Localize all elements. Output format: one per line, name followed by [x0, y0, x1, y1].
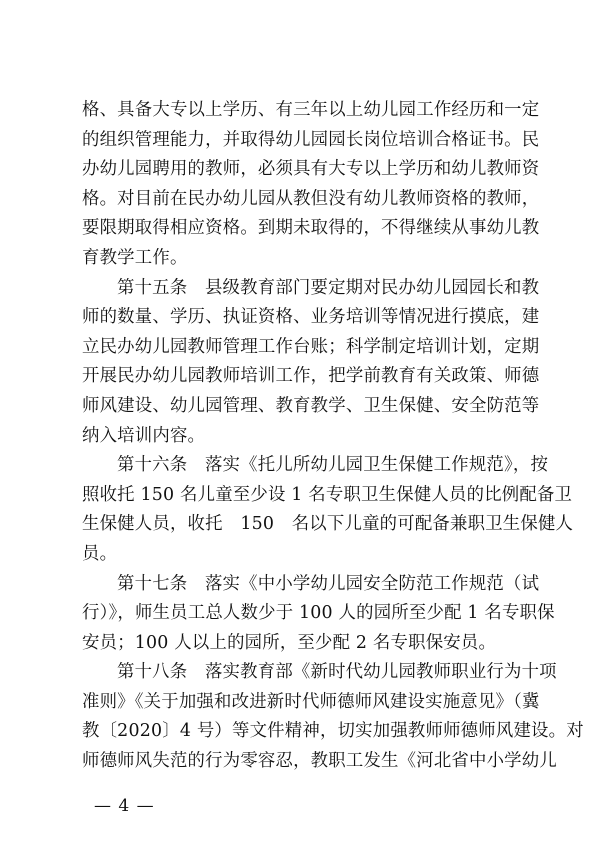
- text-line: 师德师风失范的行为零容忍，教职工发生《河北省中小学幼儿: [82, 751, 557, 772]
- text-line: 照收托 150 名儿童至少设 1 名专职卫生保健人员的比例配备卫: [82, 484, 573, 505]
- text-line: 要限期取得相应资格。到期未取得的，不得继续从事幼儿教: [82, 218, 540, 239]
- text-line: 立民办幼儿园教师管理工作台账；科学制定培训计划，定期: [82, 336, 540, 357]
- text-line: 行）》，师生员工总人数少于 100 人的园所至少配 1 名专职保: [82, 603, 555, 624]
- text-line: 师的数量、学历、执证资格、业务培训等情况进行摸底，建: [82, 307, 540, 328]
- text-line: 生保健人员，收托 150 名以下儿童的可配备兼职卫生保健人: [82, 514, 574, 535]
- text-line: 格。对目前在民办幼儿园从教但没有幼儿教师资格的教师，: [82, 188, 540, 209]
- article-16-heading-line: 第十六条 落实《托儿所幼儿园卫生保健工作规范》，按: [117, 455, 549, 476]
- article-17-heading-line: 第十七条 落实《中小学幼儿园安全防范工作规范（试: [117, 573, 540, 594]
- text-line: 准则》《关于加强和改进新时代师德师风建设实施意见》（冀: [82, 691, 540, 712]
- text-line: 安员；100 人以上的园所，至少配 2 名专职保安员。: [82, 632, 497, 653]
- article-18-heading-line: 第十八条 落实教育部《新时代幼儿园教师职业行为十项: [117, 662, 557, 683]
- text-line: 育教学工作。: [82, 247, 188, 268]
- article-15-heading-line: 第十五条 县级教育部门要定期对民办幼儿园园长和教: [117, 277, 540, 298]
- text-line: 纳入培训内容。: [82, 425, 206, 446]
- text-line: 格、具备大专以上学历、有三年以上幼儿园工作经历和一定: [82, 100, 540, 120]
- text-line: 员。: [82, 543, 118, 564]
- text-line: 开展民办幼儿园教师培训工作，把学前教育有关政策、师德: [82, 366, 540, 387]
- text-line: 的组织管理能力，并取得幼儿园园长岗位培训合格证书。民: [82, 129, 540, 150]
- text-line: 教〔2020〕4 号）等文件精神，切实加强教师师德师风建设。对: [82, 721, 584, 742]
- text-line: 师风建设、幼儿园管理、教育教学、卫生保健、安全防范等: [82, 395, 540, 416]
- text-line: 办幼儿园聘用的教师，必须具有大专以上学历和幼儿教师资: [82, 159, 540, 180]
- page-number: — 4 —: [94, 796, 155, 816]
- body-text: [82, 96, 584, 777]
